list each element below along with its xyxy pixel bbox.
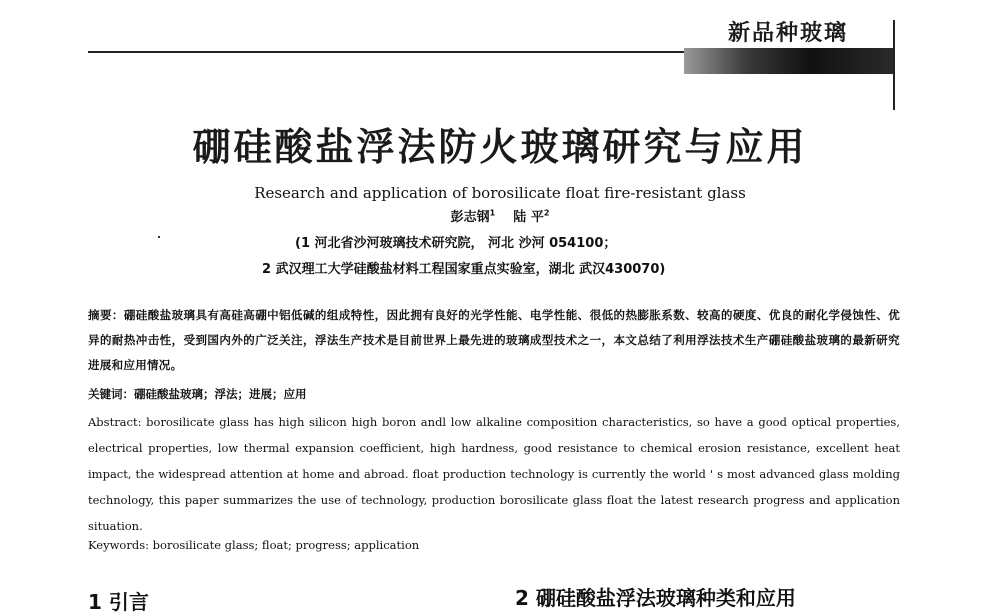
author-2: 陆 平 xyxy=(513,210,544,225)
section-name: 新品种玻璃 xyxy=(728,21,849,46)
paper-title: 硼硅酸盐浮法防火玻璃研究与应用 xyxy=(192,125,808,169)
abstract-cn-label: 摘要： xyxy=(88,308,124,322)
keywords-cn xyxy=(88,386,307,402)
header-vertical-line xyxy=(893,20,895,110)
author-2-sup: 2 xyxy=(543,208,550,218)
keywords-en xyxy=(88,538,419,552)
section-heading-1: 1 引言 xyxy=(88,590,149,614)
abstract-en-text: borosilicate glass has high silicon high boron andl low alkaline composition characteristics, so have a good optical properties, electrical properties, low thermal expansion coefficient, high hardness, good resistance to chemical erosion resistance, excellent heat impact, the widespread attention at home and abroad. float production technology is currently the world ' s most advanced glass molding technology, this paper summarizes the use of technology, production borosilicate glass float the latest research progress and application situation. xyxy=(88,415,900,533)
abstract-cn xyxy=(88,303,900,378)
author-1: 彭志钢 xyxy=(450,210,490,225)
abstract-cn-text: 硼硅酸盐玻璃具有高硅高硼中铝低碱的组成特性，因此拥有良好的光学性能、电学性能、很低的热膨胀系数、较高的硬度、优良的耐化学侵蚀性、优异的耐热冲击性，受到国内外的广泛关注，浮法生产技术是目前世界上最先进的玻璃成型技术之一，本文总结了利用浮法技术生产硼硅酸盐玻璃的最新研究进展和应用情况。 xyxy=(88,308,900,372)
keywords-en-label: Keywords: xyxy=(88,538,149,552)
header-rule xyxy=(88,51,688,53)
header-bar xyxy=(684,48,894,74)
section-heading-2: 2 硼硅酸盐浮法玻璃种类和应用 xyxy=(515,586,796,610)
keywords-en-text: borosilicate glass; float; progress; application xyxy=(149,538,420,552)
speck xyxy=(158,236,160,238)
affiliation-2: 2 武汉理工大学硅酸盐材料工程国家重点实验室，湖北 武汉430070) xyxy=(262,262,666,277)
authors xyxy=(0,206,1000,225)
affiliation-1: (1 河北省沙河玻璃技术研究院， 河北 沙河 054100； xyxy=(295,236,617,251)
paper-title-en: Research and application of borosilicate float fire-resistant glass xyxy=(254,184,746,202)
keywords-cn-text: 硼硅酸盐玻璃；浮法；进展；应用 xyxy=(134,387,307,401)
keywords-cn-label: 关键词： xyxy=(88,387,134,401)
author-1-sup: 1 xyxy=(489,208,496,218)
abstract-en xyxy=(88,409,900,539)
abstract-en-label: Abstract: xyxy=(88,415,142,429)
